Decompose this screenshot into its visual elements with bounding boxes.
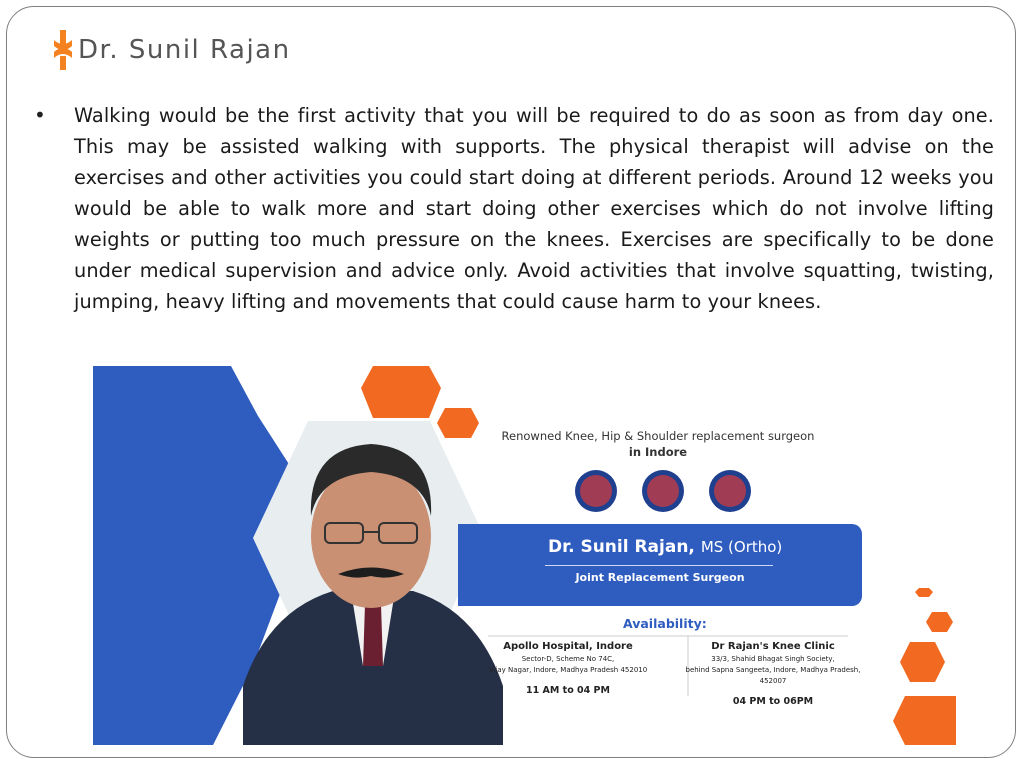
logo bbox=[52, 30, 291, 70]
bullet-paragraph: Walking would be the first activity that you will be required to do as soon as from day one. This may be assisted walking with supports. The physical therapist will advise on the exercises and other activities you could start doing at different periods. Around 12 weeks you would be able to walk more and start doing other exercises which do not involve lifting weights or putting too much pressure on the knees. Exercises are specifically to be done under medical supervision and advice only. Avoid activities that involve squatting, twisting, jumping, heavy lifting and movements that could cause harm to your knees. bbox=[74, 104, 994, 313]
bullet-marker: • bbox=[34, 103, 46, 127]
tagline-line1: Renowned Knee, Hip & Shoulder replacement surgeon bbox=[501, 429, 815, 443]
doctor-name-bar bbox=[458, 524, 862, 606]
knee-joint-logo-icon bbox=[52, 30, 74, 70]
location-address-line2: behind Sapna Sangeeta, Indore, Madhya Pradesh, 452007 bbox=[685, 666, 861, 685]
name-divider bbox=[545, 565, 773, 566]
banner-tagline bbox=[488, 428, 828, 460]
location-name: Apollo Hospital, Indore bbox=[503, 641, 633, 652]
doctor-degree: MS (Ortho) bbox=[700, 538, 783, 556]
location-hours: 04 PM to 06PM bbox=[732, 696, 814, 707]
location-address-line1: 33/3, Shahid Bhagat Singh Society, bbox=[711, 655, 835, 663]
location-apollo bbox=[473, 641, 663, 696]
doctor-name-text: Dr. Sunil Rajan, bbox=[548, 537, 695, 557]
availability-heading: Availability: bbox=[623, 616, 707, 631]
location-name: Dr Rajan's Knee Clinic bbox=[711, 641, 835, 652]
location-clinic bbox=[683, 641, 863, 707]
logo-text: Dr. Sunil Rajan bbox=[78, 35, 291, 65]
tagline-line2: in Indore bbox=[628, 445, 688, 459]
location-address-line2: Vijay Nagar, Indore, Madhya Pradesh 452010 bbox=[488, 666, 648, 674]
doctor-title: Joint Replacement Surgeon bbox=[575, 571, 745, 584]
location-hours: 11 AM to 04 PM bbox=[526, 685, 610, 696]
location-address-line1: Sector-D, Scheme No 74C, bbox=[521, 655, 615, 663]
doctor-name bbox=[548, 537, 782, 557]
doctor-banner bbox=[93, 366, 956, 745]
bullet-list bbox=[34, 100, 994, 317]
